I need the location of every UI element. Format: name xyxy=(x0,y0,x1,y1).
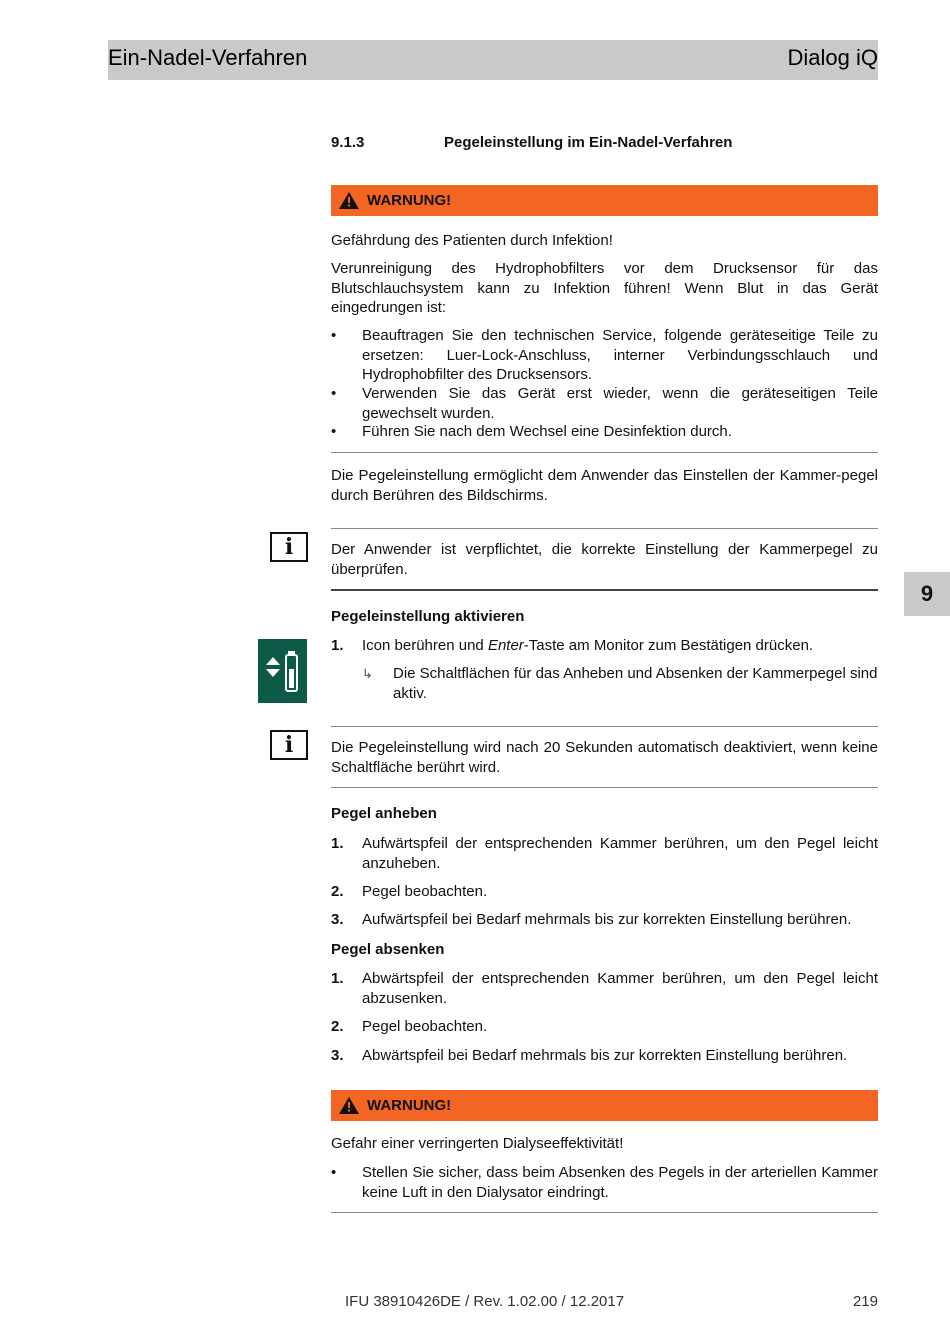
list-item-text: Verwenden Sie das Gerät erst wieder, wenn die geräteseitigen Teile gewechselt wurden. xyxy=(362,385,878,422)
level-adjust-icon xyxy=(258,639,307,703)
bullet-dot: • xyxy=(331,1164,337,1181)
divider xyxy=(331,726,878,727)
divider xyxy=(331,787,878,788)
warning-label: WARNUNG! xyxy=(367,1097,452,1114)
section-number: 9.1.3 xyxy=(331,134,365,151)
step-text: Abwärtspfeil bei Bedarf mehrmals bis zur korrekten Einstellung berühren. xyxy=(362,1047,848,1064)
step-text-part: -Taste am Monitor zum Bestätigen drücken. xyxy=(523,637,814,654)
bullet-dot: • xyxy=(331,423,337,440)
warning-triangle-icon xyxy=(339,1097,359,1114)
subheading-activate: Pegeleinstellung aktivieren xyxy=(331,608,525,625)
list-item-text: Beauftragen Sie den technischen Service, folgende geräteseitige Teile zu ersetzen: Luer-Lock-Anschluss, interner Verbindungsschlauch und Hydrophobfilter des Drucksensors. xyxy=(362,327,878,383)
footer-document-id: IFU 38910426DE / Rev. 1.02.00 / 12.2017 xyxy=(345,1293,625,1310)
step-number: 1. xyxy=(331,637,344,654)
list-item-text: Stellen Sie sicher, dass beim Absenken des Pegels in der arteriellen Kammer keine Luft in den Dialysator eindringt. xyxy=(362,1164,878,1201)
step-number: 1. xyxy=(331,970,344,987)
step-text xyxy=(362,636,878,656)
warning-hazard: Gefahr einer verringerten Dialyseeffektivität! xyxy=(331,1135,624,1152)
info-icon: i xyxy=(270,730,308,760)
divider xyxy=(331,1212,878,1213)
info-note: Der Anwender ist verpflichtet, die korrekte Einstellung der Kammerpegel zu überprüfen. xyxy=(331,541,878,578)
divider xyxy=(331,452,878,453)
subheading-lower: Pegel absenken xyxy=(331,941,445,958)
page-number: 219 xyxy=(852,1293,878,1310)
warning-bar xyxy=(331,1090,878,1121)
step-number: 2. xyxy=(331,1018,344,1035)
result-text: Die Schaltflächen für das Anheben und Absenken der Kammerpegel sind aktiv. xyxy=(393,665,878,702)
subheading-raise: Pegel anheben xyxy=(331,805,437,822)
section-title: Pegeleinstellung im Ein-Nadel-Verfahren xyxy=(444,134,733,151)
warning-triangle-icon xyxy=(339,192,359,209)
chapter-tab: 9 xyxy=(904,572,950,616)
result-arrow-icon: ↳ xyxy=(362,666,373,681)
warning-label: WARNUNG! xyxy=(367,192,452,209)
intro-paragraph: Die Pegeleinstellung ermöglicht dem Anwender das Einstellen der Kammer-pegel durch Berühren des Bildschirms. xyxy=(331,467,878,504)
step-text: Pegel beobachten. xyxy=(362,1018,488,1035)
header-chapter-title: Ein-Nadel-Verfahren xyxy=(108,45,308,70)
step-text: Aufwärtspfeil der entsprechenden Kammer berühren, um den Pegel leicht anzuheben. xyxy=(362,835,878,872)
info-icon: i xyxy=(270,532,308,562)
list-item-text: Führen Sie nach dem Wechsel eine Desinfektion durch. xyxy=(362,423,732,440)
step-text: Pegel beobachten. xyxy=(362,883,488,900)
warning-cause: Verunreinigung des Hydrophobfilters vor dem Drucksensor für das Blutschlauchsystem kann zu Infektion führen! Wenn Blut in das Gerät eingedrungen ist: xyxy=(331,260,878,316)
warning-hazard: Gefährdung des Patienten durch Infektion! xyxy=(331,232,613,249)
step-number: 3. xyxy=(331,1047,344,1064)
step-number: 3. xyxy=(331,911,344,928)
step-text: Abwärtspfeil der entsprechenden Kammer berühren, um den Pegel leicht abzusenken. xyxy=(362,970,878,1007)
info-note: Die Pegeleinstellung wird nach 20 Sekunden automatisch deaktiviert, wenn keine Schaltfläche berührt wird. xyxy=(331,739,878,776)
bullet-dot: • xyxy=(331,385,337,402)
header-product-name: Dialog iQ xyxy=(787,45,878,70)
step-number: 2. xyxy=(331,883,344,900)
divider xyxy=(331,528,878,529)
divider xyxy=(331,589,878,591)
step-text: Aufwärtspfeil bei Bedarf mehrmals bis zur korrekten Einstellung berühren. xyxy=(362,911,852,928)
step-number: 1. xyxy=(331,835,344,852)
key-name: Enter xyxy=(487,637,524,654)
bullet-dot: • xyxy=(331,327,337,344)
warning-bar xyxy=(331,185,878,216)
page-header xyxy=(108,40,878,80)
step-text-part: Icon berühren und xyxy=(362,637,488,654)
